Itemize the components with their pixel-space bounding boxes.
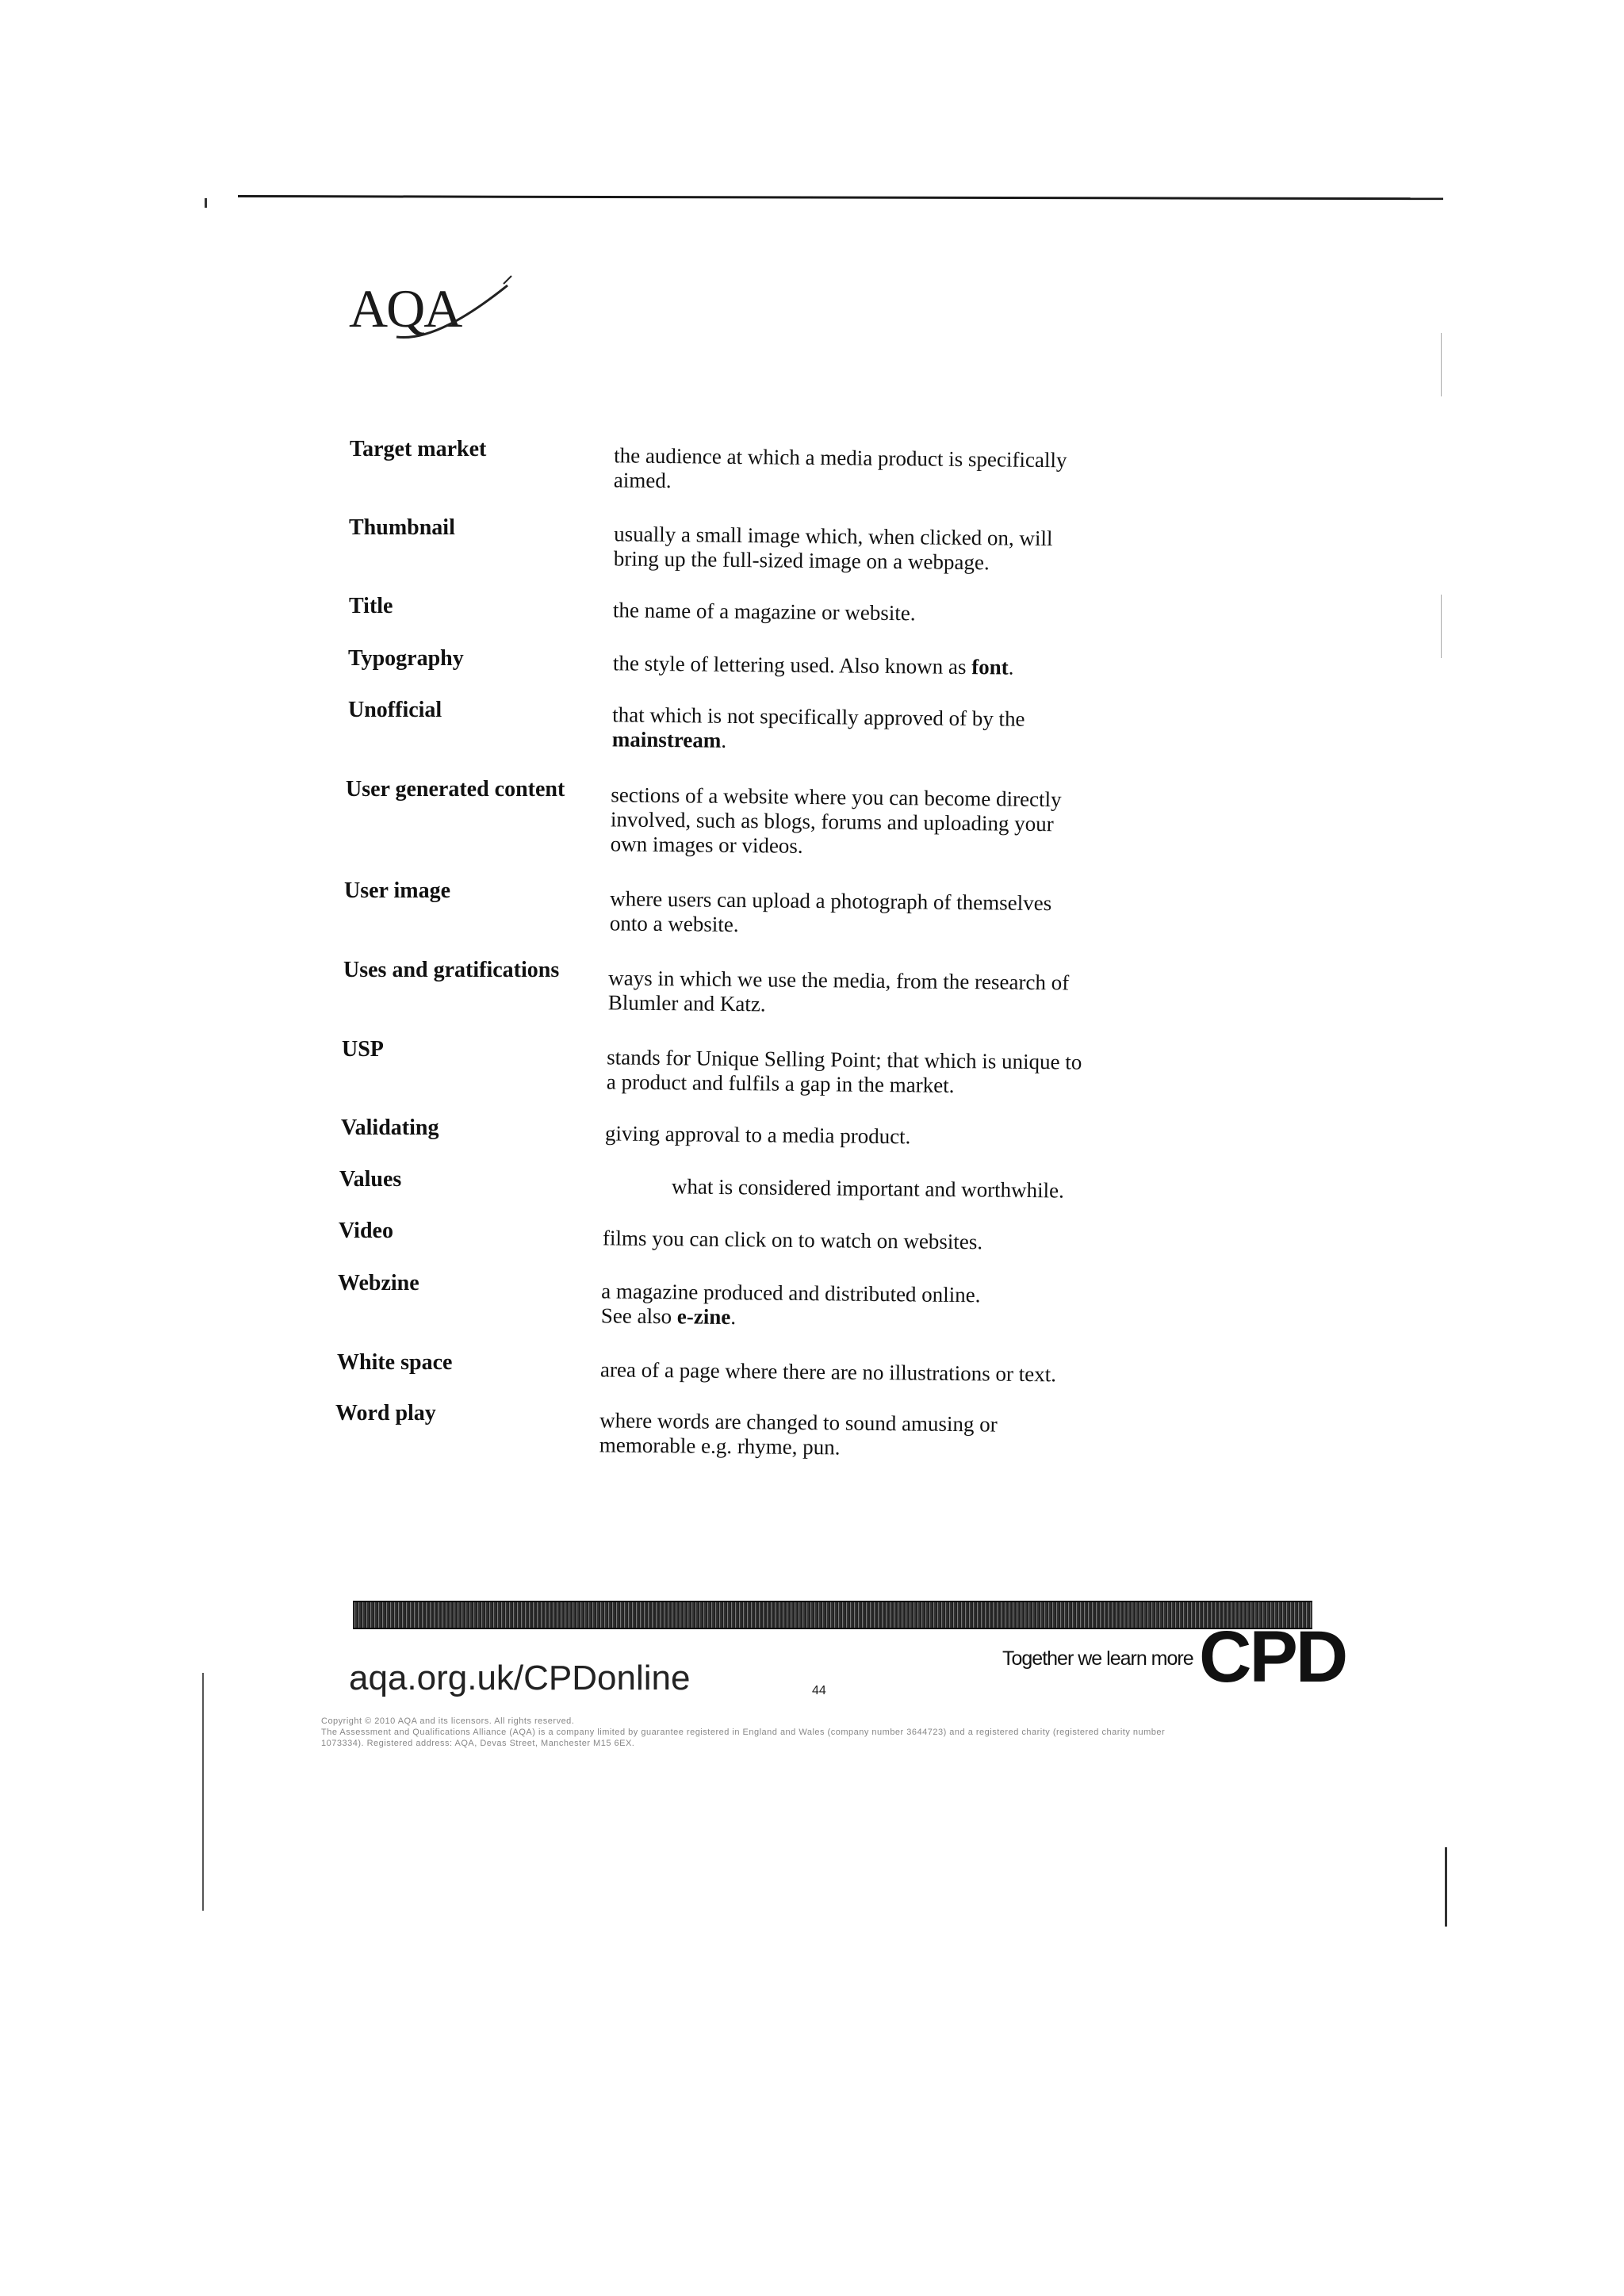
glossary-definition: sections of a website where you can become directly involved, such as blogs, forums and uploading your own images or videos.: [610, 783, 1062, 858]
footer-tagline: Together we learn more: [1002, 1647, 1193, 1670]
glossary-term: User image: [344, 878, 450, 903]
glossary-term: Video: [339, 1219, 393, 1243]
glossary-definition: giving approval to a media product.: [604, 1121, 911, 1149]
aqa-logo-text: AQA: [349, 278, 462, 339]
glossary-definition: the audience at which a media product is specifically aimed.: [613, 443, 1067, 493]
glossary-term: White space: [337, 1350, 453, 1375]
glossary-definition: stands for Unique Selling Point; that which is unique to a product and fulfils a gap in the market.: [606, 1045, 1082, 1097]
glossary-term: Uses and gratifications: [343, 958, 560, 982]
glossary-definition: where users can upload a photograph of themselves onto a website.: [609, 886, 1052, 937]
glossary-term: USP: [342, 1037, 384, 1062]
glossary-term: Webzine: [338, 1271, 419, 1295]
glossary-term: Thumbnail: [349, 515, 455, 540]
glossary-term: User generated content: [346, 777, 565, 802]
footer-bar: [353, 1601, 1312, 1629]
glossary-definition: that which is not specifically approved of by the mainstream.: [611, 702, 1025, 752]
footer-fine-print: Copyright © 2010 AQA and its licensors. All rights reserved. The Assessment and Qualifications Alliance (AQA) is a company limited by guarantee registered in England and Wales (company number 3644723) and a registered charity (registered charity number 1073334). Registered address: AQA, Devas Street, Manchester M15 6EX.: [321, 1716, 1166, 1748]
glossary-definition: the name of a magazine or website.: [612, 598, 916, 626]
scan-edge-mark: [202, 1673, 204, 1911]
glossary-definition: where words are changed to sound amusing or memorable e.g. rhyme, pun.: [599, 1408, 998, 1460]
glossary-definition: the style of lettering used. Also known as font.: [612, 651, 1014, 679]
glossary-term: Typography: [348, 646, 464, 671]
footer-url-link[interactable]: aqa.org.uk/CPDonline: [349, 1659, 691, 1697]
scan-edge-mark: [1445, 1847, 1447, 1927]
glossary-term: Validating: [341, 1115, 439, 1140]
page-number: 44: [812, 1684, 826, 1697]
glossary-term: Unofficial: [348, 698, 442, 722]
glossary-term: Values: [339, 1167, 402, 1192]
glossary-definition: area of a page where there are no illustrations or text.: [599, 1357, 1057, 1387]
glossary-definition: what is considered important and worthwhile.: [671, 1174, 1065, 1203]
glossary-term: Title: [349, 594, 393, 618]
glossary-definition: a magazine produced and distributed online. See also e-zine.: [600, 1279, 981, 1330]
cpd-brand-logo: CPD: [1199, 1617, 1346, 1697]
glossary-term: Target market: [350, 437, 487, 461]
glossary-definition: usually a small image which, when clicked on, will bring up the full-sized image on a webpage.: [613, 522, 1053, 575]
glossary-definition: ways in which we use the media, from the research of Blumler and Katz.: [607, 966, 1070, 1016]
glossary-term: Word play: [335, 1401, 436, 1425]
glossary-definition: films you can click on to watch on websites.: [602, 1226, 983, 1254]
